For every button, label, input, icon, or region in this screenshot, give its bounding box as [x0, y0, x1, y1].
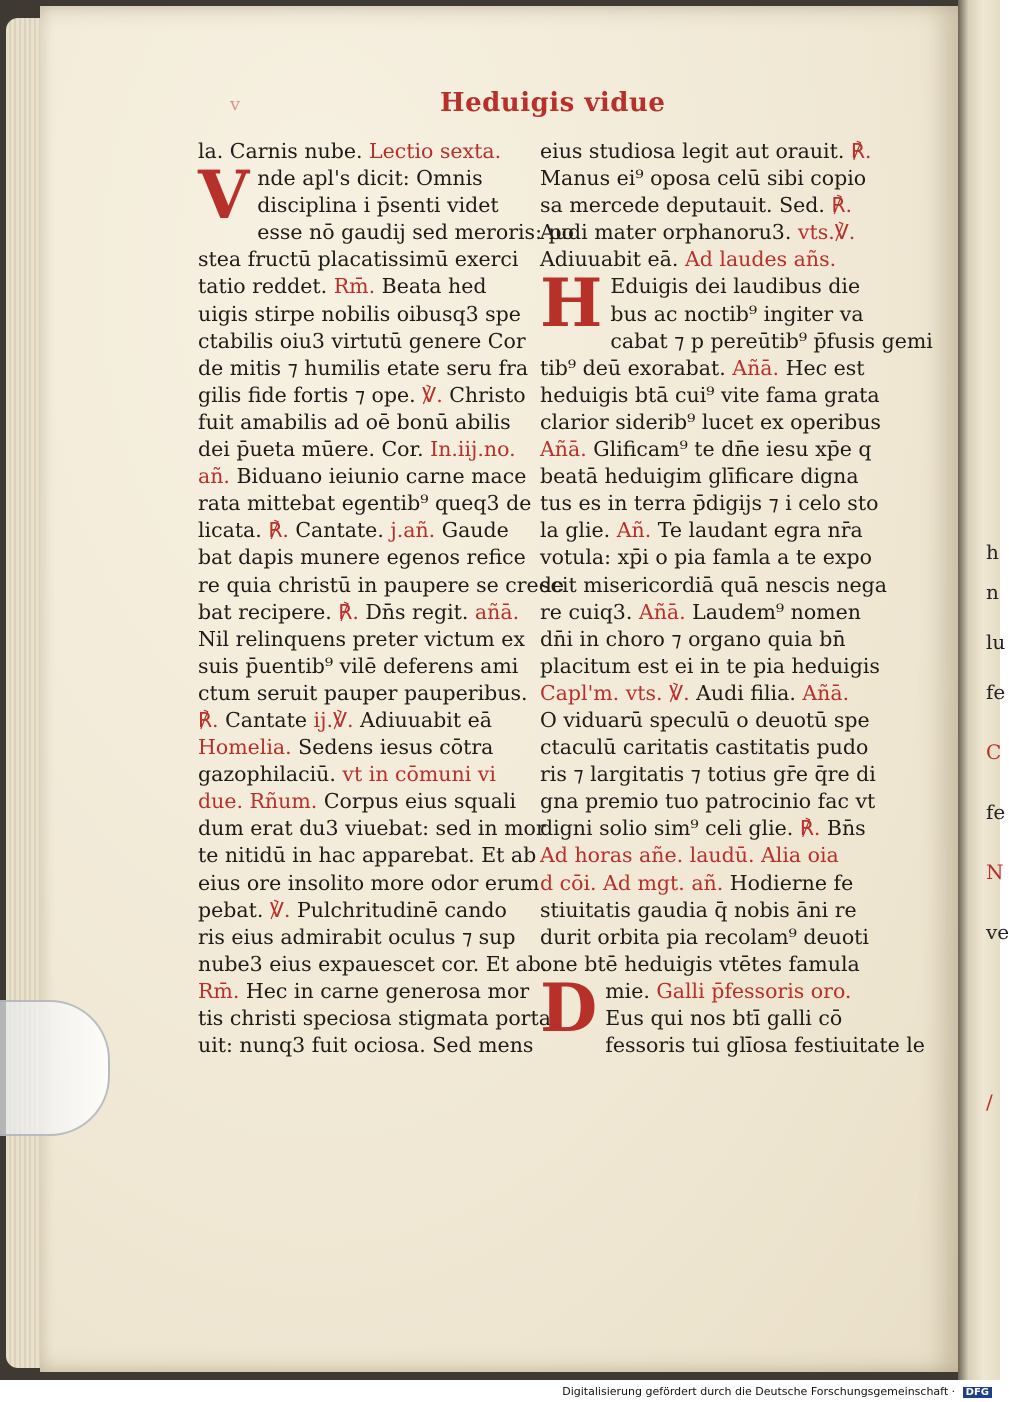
line-text: Eduigis dei laudibus die — [610, 274, 861, 299]
line-text: Adiuuabit eā. — [540, 247, 679, 272]
rubric-text: Homelia. — [198, 735, 292, 760]
line-text: ris ⁊ largitatis ⁊ totius gr̄e q̄re di — [540, 762, 876, 787]
rubric-text: ℟. — [844, 139, 872, 163]
line-text: ctum seruit pauper pauperibus. — [198, 680, 528, 705]
text-line — [198, 951, 548, 978]
right-text-column — [540, 138, 933, 1059]
line-text: nube3 eius expauescet cor. Et ab. — [198, 951, 548, 976]
text-line — [198, 707, 538, 734]
rubric-text: Galli p̄fessoris oro. — [649, 978, 852, 1003]
line-text: te nitidū in hac apparebat. Et ab — [198, 843, 537, 868]
text-line — [198, 924, 538, 951]
text-line — [540, 572, 888, 599]
line-text: Bn̄s — [820, 816, 866, 841]
line-text: Beata hed — [375, 274, 487, 299]
text-line — [198, 680, 538, 707]
text-line — [540, 490, 880, 517]
facing-page-glyph: h — [986, 540, 999, 564]
line-text: Dn̄s regit. — [358, 599, 469, 624]
folio-number: v — [230, 94, 241, 115]
line-text: stea fructū placatissimū exerci — [198, 247, 519, 272]
text-line — [540, 517, 880, 544]
text-line — [540, 761, 880, 788]
facing-page-glyph: lu — [986, 630, 1006, 654]
rubric-text: Lectio sexta. — [362, 139, 502, 163]
text-line — [198, 138, 538, 165]
text-line — [198, 273, 538, 300]
page-clip — [0, 1000, 110, 1136]
line-text: nde apl's dicit: Omnis — [257, 166, 483, 191]
facing-page-glyph: N — [986, 860, 1004, 884]
line-text: suis p̄uentib⁹ vilē deferens ami — [198, 653, 519, 678]
text-line — [540, 870, 880, 897]
line-text: tis christi speciosa stigmata porta — [198, 1006, 551, 1030]
line-text: scit misericordiā quā nescis nega — [540, 572, 888, 597]
rubric-text: ℟. — [824, 193, 852, 218]
rubric-text: Rm̄. — [327, 274, 376, 299]
line-text: tatio reddet. — [198, 274, 328, 299]
text-line — [198, 734, 538, 761]
line-text: Glificam⁹ te dn̄e iesu xp̄e q — [586, 437, 872, 462]
text-line — [198, 328, 538, 355]
text-line — [540, 544, 880, 571]
text-line — [198, 842, 538, 869]
line-text: bat recipere. — [198, 599, 332, 624]
text-line — [540, 734, 880, 761]
rubric-text: Añ. — [610, 518, 652, 543]
line-text: eius ore insolito more odor erum — [198, 870, 540, 895]
rubric-text: Capl'm. vts. ℣. — [540, 680, 690, 705]
line-text: gna premio tuo patrocinio fac vt — [540, 789, 876, 814]
text-line — [198, 1032, 538, 1059]
text-line — [198, 544, 538, 571]
line-text: tib⁹ deū exorabat. — [540, 355, 726, 380]
footer-text: Digitalisierung gefördert durch die Deutsche Forschungsgemeinschaft · — [562, 1385, 956, 1398]
text-line — [540, 138, 880, 165]
line-text: pebat. — [198, 897, 264, 922]
text-line — [540, 626, 880, 653]
text-line — [540, 436, 880, 463]
text-line — [540, 924, 880, 951]
line-text: Cantate. — [288, 518, 384, 543]
text-line — [198, 653, 538, 680]
text-line — [198, 815, 546, 842]
rubric-text: ij.℣. — [307, 707, 354, 732]
rubric-text: vt in cōmuni vi — [335, 762, 496, 787]
rubric-text: due. Rñum. — [198, 789, 318, 814]
line-text: heduigis btā cui⁹ vite fama grata — [540, 382, 880, 407]
line-text: uit: nunq3 fuit ociosa. Sed mens — [198, 1033, 534, 1058]
text-line — [198, 490, 538, 517]
text-line — [540, 165, 880, 192]
line-text: Laudem⁹ nomen — [685, 599, 861, 624]
line-text: Gaude — [435, 518, 509, 543]
line-text: re cuiq3. — [540, 599, 633, 624]
text-line — [198, 436, 538, 463]
line-text: digni solio sim⁹ celi glie. — [540, 816, 794, 841]
line-text: sa mercede deputauit. Sed. — [540, 193, 825, 218]
rubric-text: Añā. — [795, 680, 850, 705]
text-line — [198, 599, 538, 626]
facing-page-glyph: fe — [986, 680, 1006, 704]
line-text: tus es in terra p̄digijs ⁊ i celo sto — [540, 491, 879, 516]
line-text: fuit amabilis ad oē bonū abilis — [198, 409, 511, 434]
text-line — [198, 870, 538, 897]
line-text: Hodierne fe — [723, 870, 854, 895]
rubric-text: ℟. — [198, 707, 219, 732]
line-text: beatā heduigim glīficare digna — [540, 464, 859, 489]
text-line — [540, 951, 880, 978]
line-text: de mitis ⁊ humilis etate seru fra — [198, 355, 529, 380]
rubric-text: Añā. — [632, 599, 686, 624]
text-line — [540, 599, 880, 626]
running-head: Heduigis vidue — [440, 88, 666, 118]
line-text: ctaculū caritatis castitatis pudo — [540, 735, 869, 760]
initial-letter: V — [198, 156, 250, 235]
line-text: O viduarū speculū o deuotū spe — [540, 707, 870, 732]
line-text: eius studiosa legit aut orauit. — [540, 139, 845, 163]
rubric-text: ℣. — [415, 382, 443, 407]
text-line — [198, 572, 564, 599]
line-text: Cantate — [218, 707, 308, 732]
text-line — [540, 842, 880, 869]
line-text: uigis stirpe nobilis oibusq3 spe — [198, 301, 521, 326]
text-line — [198, 355, 538, 382]
initial-letter: H — [540, 264, 603, 343]
facing-page-glyph: C — [986, 740, 1002, 764]
line-text: re quia christū in paupere se crede — [198, 572, 564, 597]
facing-page-edge — [958, 0, 1009, 1380]
line-text: Audi filia. — [689, 680, 796, 705]
line-text: mie. — [605, 978, 650, 1003]
text-line — [540, 219, 880, 246]
text-line — [540, 355, 880, 382]
text-line — [198, 626, 538, 653]
text-line — [540, 815, 880, 842]
text-line — [198, 788, 538, 815]
dfg-logo: DFG — [963, 1387, 992, 1398]
text-line — [198, 897, 538, 924]
line-text: ctabilis oiu3 virtutū genere Cor — [198, 328, 526, 353]
line-text: stiuitatis gaudia q̄ nobis āni re — [540, 897, 857, 922]
line-text: placitum est ei in te pia heduigis — [540, 653, 880, 678]
line-text: gazophilaciū. — [198, 762, 336, 787]
line-text: durit orbita pia recolam⁹ deuoti — [540, 924, 869, 949]
line-text: bat dapis munere egenos refice — [198, 545, 526, 570]
text-line — [540, 653, 880, 680]
line-text: Manus ei⁹ oposa celū sibi copio — [540, 166, 867, 191]
facing-page-glyph: n — [986, 580, 999, 604]
facing-page-glyph: / — [986, 1090, 993, 1114]
initial-letter: D — [540, 968, 598, 1047]
footer-credit — [562, 1385, 992, 1398]
text-line — [198, 1005, 551, 1032]
facing-page-glyph: fe — [986, 800, 1006, 824]
line-text: one btē heduigis vtētes famula — [540, 951, 860, 976]
text-line — [198, 463, 538, 490]
rubric-text: Rm̄. — [198, 978, 240, 1003]
rubric-text: In.iij.no. — [423, 437, 516, 462]
line-text: Corpus eius squali — [317, 789, 517, 814]
line-text: Audi mater orphanoru3. — [540, 220, 792, 245]
text-line — [540, 680, 880, 707]
line-text: gilis fide fortis ⁊ ope. — [198, 382, 416, 407]
line-text: dei p̄ueta mūere. Cor. — [198, 437, 424, 462]
line-text: Biduano ieiunio carne mace — [229, 464, 527, 489]
line-text: Pulchritudinē cando — [290, 897, 507, 922]
line-text: Hec est — [779, 355, 865, 380]
line-text: Sedens iesus cōtra — [291, 735, 494, 760]
line-text: disciplina i p̄senti videt — [257, 193, 499, 218]
line-text: dn̄i in choro ⁊ organo quia bn̄ — [540, 626, 846, 651]
line-text: esse nō gaudij sed meroris: po — [257, 220, 574, 245]
facing-page-glyph: ve — [986, 920, 1009, 944]
line-text: la. Carnis nube. — [198, 139, 363, 163]
line-text: bus ac noctib⁹ ingiter va — [610, 301, 864, 326]
text-line — [540, 409, 880, 436]
line-text: cabat ⁊ p pereūtib⁹ p̄fusis gemi — [610, 328, 933, 353]
rubric-text: j.añ. — [383, 518, 436, 543]
line-text: fessoris tui glīosa festiuitate le — [605, 1033, 925, 1058]
rubric-text: vts.℣. — [791, 220, 856, 245]
line-text: Christo — [442, 382, 526, 407]
left-text-column — [198, 138, 574, 1059]
rubric-text: ℟. — [793, 816, 821, 841]
line-text: votula: xp̄i o pia famla a te expo — [540, 545, 872, 570]
text-line — [540, 707, 880, 734]
text-line — [198, 409, 538, 436]
text-line — [198, 978, 538, 1005]
text-line — [540, 246, 880, 273]
rubric-text: Añā. — [725, 355, 780, 380]
line-text: Nil relinquens preter victum ex — [198, 626, 525, 651]
text-line — [198, 219, 574, 246]
text-line — [198, 301, 538, 328]
rubric-text: ℟. — [261, 518, 289, 543]
text-line — [198, 382, 538, 409]
rubric-text: ℣. — [263, 897, 291, 922]
line-text: licata. — [198, 518, 262, 543]
rubric-text: Ad laudes añs. — [678, 247, 837, 272]
line-text: la glie. — [540, 518, 611, 543]
text-line — [540, 788, 880, 815]
line-text: Hec in carne generosa mor — [239, 978, 530, 1003]
text-line — [198, 246, 538, 273]
rubric-text: Ad horas añe. laudū. Alia oia — [540, 843, 839, 868]
text-line — [198, 761, 538, 788]
line-text: Te laudant egra nr̄a — [651, 518, 863, 543]
line-text: clarior siderib⁹ lucet ex operibus — [540, 409, 881, 434]
line-text: ris eius admirabit oculus ⁊ sup — [198, 924, 516, 949]
text-line — [540, 897, 880, 924]
line-text: dum erat du3 viuebat: sed in mor — [198, 816, 546, 841]
rubric-text: d cōi. Ad mgt. añ. — [540, 870, 724, 895]
text-line — [540, 192, 880, 219]
line-text: rata mittebat egentib⁹ queq3 de — [198, 491, 532, 516]
rubric-text: añā. — [468, 599, 520, 624]
line-text: Adiuuabit eā — [353, 707, 492, 732]
text-line — [198, 517, 538, 544]
rubric-text: ℟. — [331, 599, 359, 624]
rubric-text: añ. — [198, 464, 230, 489]
text-line — [540, 382, 880, 409]
text-line — [540, 463, 880, 490]
rubric-text: Añā. — [540, 437, 587, 462]
line-text: Eus qui nos btī galli cō — [605, 1006, 843, 1030]
